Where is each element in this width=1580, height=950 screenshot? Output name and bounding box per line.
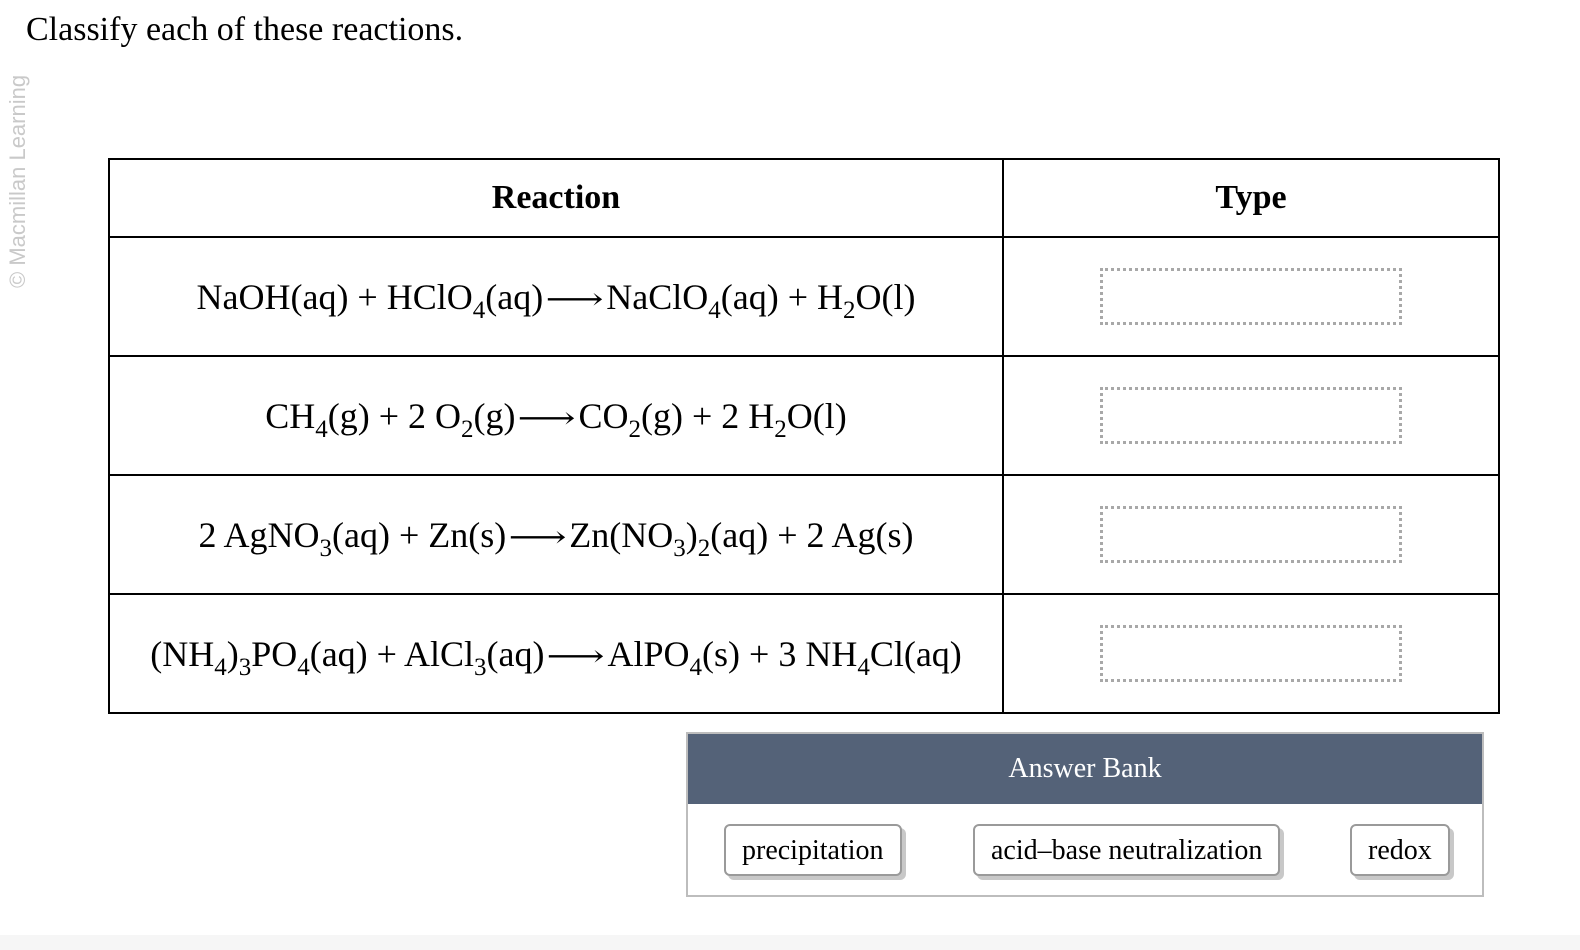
eq-text: 2 AgNO	[198, 514, 320, 555]
reaction-equation-1	[109, 237, 1003, 356]
reaction-equation-4	[109, 594, 1003, 713]
question-prompt: Classify each of these reactions.	[26, 11, 464, 48]
eq-subscript: 2	[628, 415, 642, 443]
eq-subscript: 4	[315, 415, 328, 443]
table-row	[109, 594, 1499, 713]
eq-text: (NH	[150, 633, 215, 674]
eq-subscript: 3	[673, 534, 686, 562]
eq-text: AlPO	[607, 633, 690, 674]
answer-bank-title: Answer Bank	[688, 734, 1482, 804]
eq-text: NaClO	[606, 276, 709, 317]
reaction-equation-3	[109, 475, 1003, 594]
table-row	[109, 356, 1499, 475]
reaction-arrow-icon: ⟶	[517, 401, 577, 435]
eq-subscript: 4	[297, 653, 310, 681]
eq-subscript: 2	[461, 415, 474, 443]
eq-subscript: 3	[474, 653, 487, 681]
publisher-watermark: © Macmillan Learning	[5, 74, 30, 288]
eq-text: O(l)	[855, 276, 916, 317]
eq-text: NaOH(aq) + HClO	[196, 276, 473, 317]
answer-dropzone-2[interactable]	[1100, 387, 1402, 444]
reaction-equation-2	[109, 356, 1003, 475]
answer-dropzone-3[interactable]	[1100, 506, 1402, 563]
eq-text: )	[685, 514, 698, 555]
type-cell-1	[1003, 237, 1499, 356]
eq-text: O(l)	[786, 395, 847, 436]
reaction-arrow-icon: ⟶	[508, 520, 567, 554]
eq-subscript: 2	[843, 296, 856, 324]
eq-text: (aq) + H	[720, 276, 843, 317]
eq-subscript: 3	[319, 534, 332, 562]
eq-text: (aq)	[486, 633, 545, 674]
eq-text: )	[226, 633, 239, 674]
answer-bank	[686, 732, 1484, 897]
type-cell-4	[1003, 594, 1499, 713]
eq-text: CH	[265, 395, 316, 436]
eq-subscript: 4	[214, 653, 227, 681]
reaction-arrow-icon: ⟶	[546, 639, 606, 673]
eq-text: (g)	[473, 395, 516, 436]
eq-subscript: 4	[857, 653, 870, 681]
eq-text: (aq) + 2 Ag(s)	[710, 514, 914, 555]
eq-subscript: 2	[697, 534, 711, 562]
eq-subscript: 4	[689, 653, 703, 681]
answer-chip-precipitation[interactable]: precipitation	[724, 824, 902, 876]
eq-text: (aq)	[485, 276, 544, 317]
eq-text: (aq) + Zn(s)	[332, 514, 507, 555]
table-row	[109, 475, 1499, 594]
eq-text: (g) + 2 O	[327, 395, 461, 436]
eq-subscript: 2	[774, 415, 787, 443]
page-bottom-strip	[0, 935, 1580, 950]
type-cell-3	[1003, 475, 1499, 594]
answer-dropzone-1[interactable]	[1100, 268, 1402, 325]
eq-text: (aq) + AlCl	[309, 633, 475, 674]
eq-text: (g) + 2 H	[641, 395, 775, 436]
eq-text: Zn(NO	[569, 514, 674, 555]
eq-text: CO	[578, 395, 629, 436]
reaction-arrow-icon: ⟶	[545, 282, 604, 316]
reaction-table	[108, 158, 1500, 714]
eq-text: PO	[251, 633, 298, 674]
eq-subscript: 3	[238, 653, 252, 681]
table-header-row	[109, 159, 1499, 237]
answer-chip-acid-base-neutralization[interactable]: acid–base neutralization	[973, 824, 1280, 876]
type-column-header: Type	[1003, 159, 1499, 237]
eq-subscript: 4	[472, 296, 486, 324]
table-row	[109, 237, 1499, 356]
type-cell-2	[1003, 356, 1499, 475]
eq-text: (s) + 3 NH	[702, 633, 858, 674]
eq-subscript: 4	[708, 296, 721, 324]
answer-dropzone-4[interactable]	[1100, 625, 1402, 682]
eq-text: Cl(aq)	[869, 633, 962, 674]
answer-chip-redox[interactable]: redox	[1350, 824, 1450, 876]
reaction-column-header: Reaction	[109, 159, 1003, 237]
